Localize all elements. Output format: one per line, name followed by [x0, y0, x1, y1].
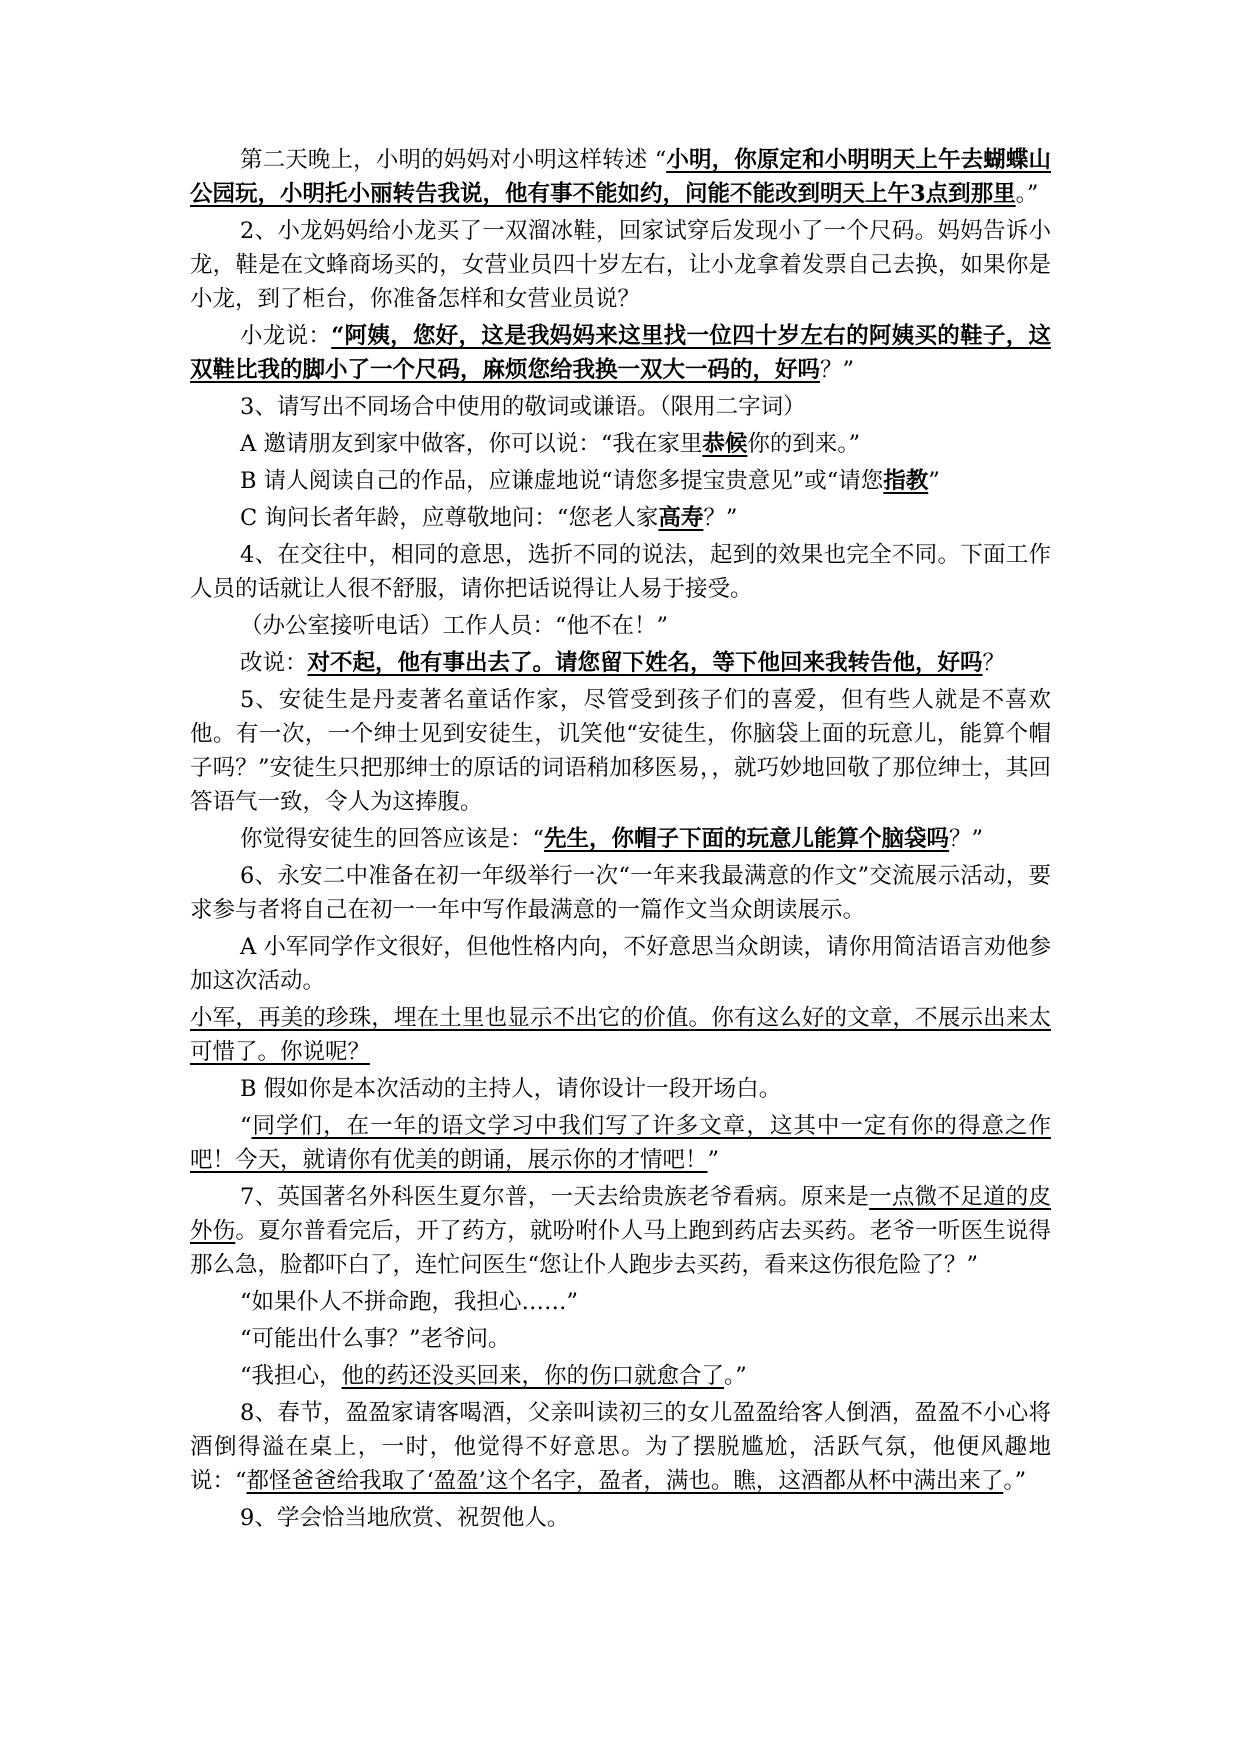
paragraph-p18: [190, 1180, 1051, 1282]
paragraph-p3: [190, 319, 1051, 387]
underlined-answer-text: 同学们，在一年的语文学习中我们写了许多文章，这其中一定有你的得意之作吧！今天，就请你有优美的朗诵，展示你的才情吧！: [190, 1113, 1051, 1173]
paragraph-text: B 假如你是本次活动的主持人，请你设计一段开场白。: [240, 1076, 782, 1102]
paragraph-text: “可能出什么事？”老爷问。: [240, 1326, 511, 1352]
underlined-answer-text: 高寿: [658, 505, 704, 531]
paragraph-p15: [190, 1001, 1051, 1069]
paragraph-p6: [190, 464, 1051, 498]
paragraph-text: 8、春节，盈盈家请客喝酒，父亲叫读初三的女儿盈盈给客人倒酒，盈盈不小心将酒倒得溢在桌上，一时，他觉得不好意思。为了摆脱尴尬，活跃气氛，他便风趣地说：“: [190, 1400, 1051, 1494]
paragraph-p4: [190, 390, 1051, 424]
paragraph-p12: [190, 822, 1051, 856]
underlined-answer-text: 对不起，他有事出去了。请您留下姓名，等下他回来我转告他，好吗: [307, 650, 983, 676]
paragraph-text: C 询问长者年龄，应尊敬地问：“您老人家: [240, 505, 659, 531]
paragraph-text: 7、英国著名外科医生夏尔普，一天去给贵族老爷看病。原来是: [240, 1184, 870, 1210]
paragraph-p9: [190, 609, 1051, 643]
paragraph-text: 你觉得安徒生的回答应该是：“: [240, 826, 545, 852]
paragraph-p23: [190, 1501, 1051, 1535]
paragraph-text: 2、小龙妈妈给小龙买了一双溜冰鞋，回家试穿后发现小了一个尺码。妈妈告诉小龙，鞋是在文蜂商场买的，女营业员四十岁左右，让小龙拿着发票自己去换，如果你是小龙，到了柜台，你准备怎样和女营业员说？: [190, 218, 1051, 312]
underlined-answer-text: 小明，你原定和小明明天上午去蝴蝶山公园玩，小明托小丽转告我说，他有事不能如约，问能不能改到明天上午3点到那里: [190, 147, 1051, 207]
paragraph-text: 6、永安二中准备在初一年级举行一次“一年来我最满意的作文”交流展示活动，要求参与者将自己在初一一年中写作最满意的一篇作文当众朗读展示。: [190, 863, 1051, 923]
paragraph-p20: [190, 1322, 1051, 1356]
paragraph-p8: [190, 538, 1051, 606]
paragraph-text: 。”: [1003, 1468, 1027, 1494]
paragraph-text: 你的到来。”: [747, 431, 861, 457]
paragraph-p5: [190, 427, 1051, 461]
paragraph-p22: [190, 1396, 1051, 1498]
paragraph-text: 。”: [724, 1363, 747, 1389]
paragraph-p16: [190, 1072, 1051, 1106]
paragraph-text: 4、在交往中，相同的意思，选折不同的说法，起到的效果也完全不同。下面工作人员的话就让人很不舒服，请你把话说得让人易于接受。: [190, 542, 1051, 602]
paragraph-text: “我担心，: [240, 1363, 342, 1389]
paragraph-p14: [190, 930, 1051, 998]
underlined-answer-text: 先生，你帽子下面的玩意儿能算个脑袋吗: [544, 826, 950, 852]
document-body: [190, 143, 1051, 1535]
underlined-answer-text: 指教: [883, 468, 929, 494]
paragraph-p7: [190, 501, 1051, 535]
paragraph-text: 小龙说：: [240, 323, 332, 349]
paragraph-text: A 小军同学作文很好，但他性格内向，不好意思当众朗读，请你用简洁语言劝他参加这次活动。: [190, 934, 1051, 994]
paragraph-p1: [190, 143, 1051, 211]
paragraph-p2: [190, 214, 1051, 316]
paragraph-text: B 请人阅读自己的作品，应谦虚地说“请您多提宝贵意见”或“请您: [240, 468, 884, 494]
underlined-answer-text: 他的药还没买回来，你的伤口就愈合了: [341, 1363, 725, 1389]
underlined-answer-text: 都怪爸爸给我取了‘盈盈’这个名字，盈者，满也。瞧，这酒都从杯中满出来了: [246, 1468, 1004, 1494]
paragraph-text: ？”: [949, 826, 984, 852]
underlined-answer-text: 恭候: [702, 431, 748, 457]
paragraph-text: 。”: [1015, 181, 1039, 207]
paragraph-p19: [190, 1285, 1051, 1319]
paragraph-text: 3、请写出不同场合中使用的敬词或谦语。（限用二字词）: [240, 394, 806, 420]
paragraph-text: ”: [707, 1147, 720, 1173]
paragraph-text: A 邀请朋友到家中做客，你可以说：“我在家里: [240, 431, 703, 457]
underlined-answer-text: 一点微不足道的皮外伤: [190, 1184, 1051, 1244]
paragraph-text: （办公室接听电话）工作人员：“他不在！”: [240, 613, 669, 639]
paragraph-text: “: [240, 1113, 252, 1139]
paragraph-text: 。夏尔普看完后，开了药方，就吩咐仆人马上跑到药店去买药。老爷一听医生说得那么急，脸都吓白了，连忙问医生“您让仆人跑步去买药，看来这伤很危险了？”: [190, 1218, 1051, 1278]
paragraph-text: “如果仆人不拼命跑，我担心……”: [240, 1289, 579, 1315]
paragraph-p21: [190, 1359, 1051, 1393]
underlined-answer-text: “阿姨，您好，这是我妈妈来这里找一位四十岁左右的阿姨买的鞋子，这双鞋比我的脚小了一个尺码，麻烦您给我换一双大一码的，好吗: [190, 323, 1051, 383]
paragraph-text: 9、学会恰当地欣赏、祝贺他人。: [240, 1505, 570, 1531]
paragraph-p13: [190, 859, 1051, 927]
paragraph-text: 改说：: [240, 650, 308, 676]
paragraph-p10: [190, 646, 1051, 680]
paragraph-text: ？”: [820, 357, 855, 383]
paragraph-text: 第二天晚上，小明的妈妈对小明这样转述 “: [240, 147, 667, 173]
paragraph-text: ”: [928, 468, 940, 494]
paragraph-p11: [190, 683, 1051, 819]
paragraph-text: ？: [982, 650, 1006, 676]
paragraph-text: ？”: [703, 505, 738, 531]
paragraph-text: 5、安徒生是丹麦著名童话作家，尽管受到孩子们的喜爱，但有些人就是不喜欢他。有一次，一个绅士见到安徒生，讥笑他“安徒生，你脑袋上面的玩意儿，能算个帽子吗？”安徒生只把那绅士的原话的词语稍加移医易，，就巧妙地回敬了那位绅士，其回答语气一致，令人为这捧腹。: [190, 687, 1051, 815]
underlined-answer-text: 小军，再美的珍珠，埋在土里也显示不出它的价值。你有这么好的文章，不展示出来太可惜了。你说呢？: [190, 1005, 1051, 1065]
paragraph-p17: [190, 1109, 1051, 1177]
